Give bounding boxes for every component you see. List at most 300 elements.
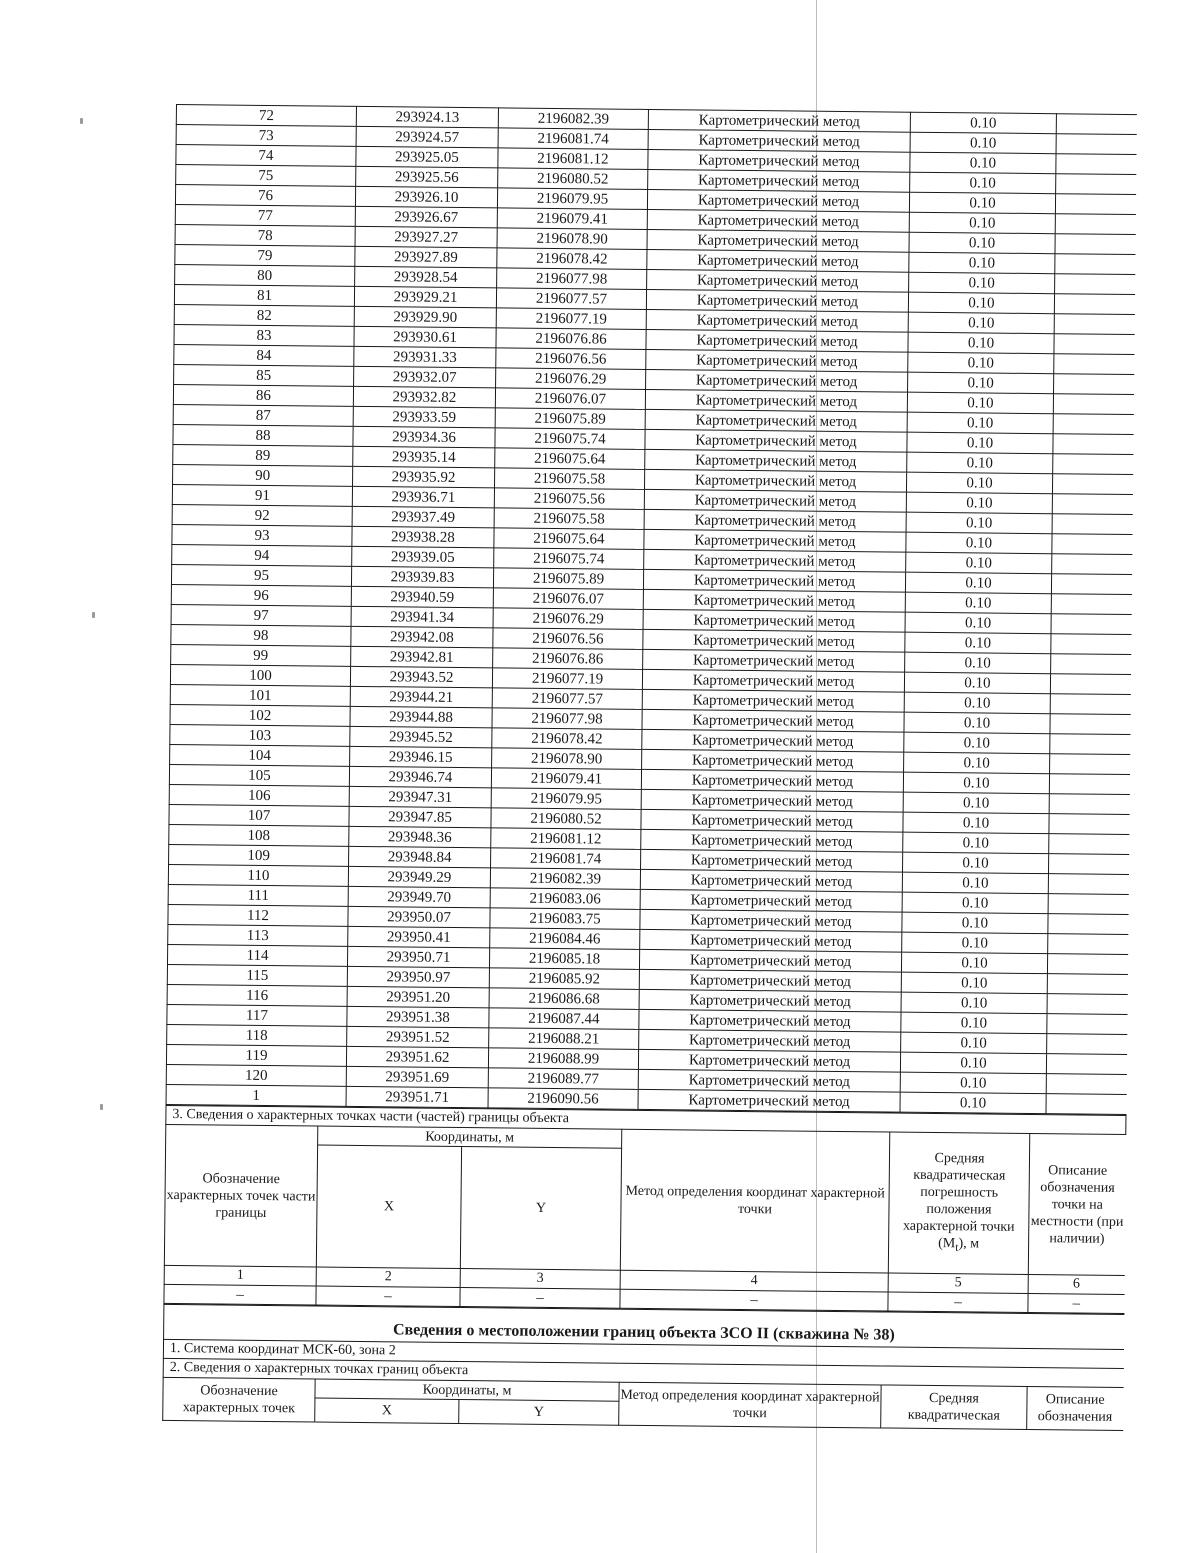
accuracy-cell: 0.10 — [905, 572, 1051, 594]
description-cell — [1050, 674, 1130, 695]
y-coordinate-cell: 2196075.89 — [495, 408, 645, 430]
method-cell: Картометрический метод — [640, 909, 902, 932]
accuracy-cell: 0.10 — [905, 652, 1051, 674]
coords-header: Координаты, м — [315, 1379, 619, 1401]
y-coordinate-cell: 2196079.95 — [491, 788, 641, 810]
y-coordinate-cell: 2196076.07 — [493, 588, 643, 610]
description-cell — [1052, 554, 1132, 575]
point-number-cell: 105 — [169, 764, 349, 786]
accuracy-cell: 0.10 — [903, 792, 1049, 814]
designation-header: Обозначение характерных точек части границы — [164, 1124, 317, 1267]
accuracy-cell: 0.10 — [902, 912, 1048, 934]
accuracy-cell: 0.10 — [904, 732, 1050, 754]
y-coordinate-cell: 2196076.29 — [496, 368, 646, 390]
x-coordinate-cell: 293951.62 — [346, 1046, 488, 1067]
accuracy-cell: 0.10 — [900, 1052, 1046, 1074]
y-coordinate-cell: 2196078.90 — [492, 748, 642, 770]
x-coordinate-cell: 293928.54 — [355, 266, 497, 287]
description-cell — [1047, 994, 1127, 1015]
point-number-cell: 107 — [169, 804, 349, 826]
coords-header: Координаты, м — [318, 1126, 622, 1148]
designation-header: Обозначение характерных точек — [163, 1377, 315, 1422]
y-coordinate-cell: 2196075.58 — [494, 468, 644, 490]
dash-cell: – — [316, 1286, 460, 1307]
description-cell — [1054, 374, 1134, 395]
method-cell: Картометрический метод — [642, 669, 904, 692]
description-cell — [1047, 1034, 1127, 1055]
method-cell: Картометрический метод — [647, 269, 909, 292]
document-sheet — [162, 104, 1136, 1431]
description-cell — [1049, 834, 1129, 855]
description-cell — [1050, 754, 1130, 775]
method-cell: Картометрический метод — [638, 1049, 900, 1072]
section3-title: 3. Сведения о характерных точках части (частей) границы объекта — [166, 1105, 1126, 1134]
method-cell: Картометрический метод — [640, 929, 902, 952]
point-number-cell: 117 — [167, 1004, 347, 1026]
point-number-cell: 82 — [174, 304, 354, 326]
y-coordinate-cell: 2196082.39 — [498, 108, 648, 130]
method-cell: Картометрический метод — [647, 229, 909, 252]
accuracy-cell: 0.10 — [907, 392, 1053, 414]
description-cell — [1049, 794, 1129, 815]
y-coordinate-cell: 2196081.74 — [498, 128, 648, 150]
description-cell — [1049, 814, 1129, 835]
y-coordinate-cell: 2196090.56 — [488, 1088, 638, 1110]
point-number-cell: 84 — [174, 344, 354, 366]
description-cell — [1056, 134, 1136, 155]
method-cell: Картометрический метод — [644, 549, 906, 572]
x-coordinate-cell: 293926.67 — [355, 206, 497, 227]
y-coordinate-cell: 2196077.57 — [496, 288, 646, 310]
point-number-cell: 92 — [172, 504, 352, 526]
x-coordinate-cell: 293927.89 — [355, 246, 497, 267]
y-coordinate-cell: 2196076.86 — [493, 648, 643, 670]
accuracy-cell: 0.10 — [905, 612, 1051, 634]
method-cell: Картометрический метод — [642, 709, 904, 732]
method-cell: Картометрический метод — [646, 369, 908, 392]
point-number-cell: 87 — [173, 404, 353, 426]
method-cell: Картометрический метод — [643, 609, 905, 632]
method-cell: Картометрический метод — [647, 189, 909, 212]
method-cell: Картометрический метод — [643, 569, 905, 592]
point-number-cell: 113 — [168, 924, 348, 946]
y-coordinate-cell: 2196075.64 — [494, 528, 644, 550]
method-cell: Картометрический метод — [648, 149, 910, 172]
accuracy-cell: 0.10 — [906, 552, 1052, 574]
x-coordinate-cell: 293951.52 — [347, 1026, 489, 1047]
x-coordinate-cell: 293936.71 — [352, 486, 494, 507]
accuracy-cell: 0.10 — [901, 972, 1047, 994]
column-index: 6 — [1028, 1274, 1124, 1294]
x-coordinate-cell: 293934.36 — [353, 426, 495, 447]
point-number-cell: 114 — [167, 944, 347, 966]
x-coordinate-cell: 293925.05 — [356, 146, 498, 167]
method-cell: Картометрический метод — [642, 729, 904, 752]
y-coordinate-cell: 2196077.57 — [492, 688, 642, 710]
point-number-cell: 112 — [168, 904, 348, 926]
dash-cell: – — [620, 1289, 888, 1311]
point-number-cell: 100 — [170, 664, 350, 686]
x-coordinate-cell: 293932.82 — [353, 386, 495, 407]
description-cell — [1047, 974, 1127, 995]
y-coordinate-cell: 2196081.12 — [491, 828, 641, 850]
accuracy-cell: 0.10 — [906, 532, 1052, 554]
method-header: Метод определения координат характерной точки — [619, 1382, 881, 1428]
x-coordinate-cell: 293935.92 — [353, 466, 495, 487]
accuracy-cell: 0.10 — [910, 112, 1056, 134]
x-coordinate-cell: 293942.81 — [351, 646, 493, 667]
method-cell: Картометрический метод — [645, 389, 907, 412]
description-cell — [1048, 934, 1128, 955]
y-coordinate-cell: 2196081.74 — [491, 848, 641, 870]
x-coordinate-cell: 293947.85 — [349, 806, 491, 827]
point-number-cell: 78 — [175, 224, 355, 246]
method-cell: Картометрический метод — [646, 309, 908, 332]
method-cell: Картометрический метод — [645, 449, 907, 472]
description-cell — [1046, 1094, 1126, 1115]
description-cell — [1050, 694, 1130, 715]
x-coordinate-cell: 293946.74 — [349, 766, 491, 787]
x-coordinate-cell: 293942.08 — [351, 626, 493, 647]
section3-table — [163, 1105, 1126, 1314]
point-number-cell: 77 — [175, 204, 355, 226]
method-cell: Картометрический метод — [639, 1009, 901, 1032]
point-number-cell: 95 — [171, 564, 351, 586]
x-coordinate-cell: 293927.27 — [355, 226, 497, 247]
description-cell — [1048, 854, 1128, 875]
accuracy-cell: 0.10 — [904, 752, 1050, 774]
point-number-cell: 72 — [176, 105, 356, 127]
y-coordinate-cell: 2196088.21 — [489, 1028, 639, 1050]
description-cell — [1050, 734, 1130, 755]
dash-cell: – — [164, 1284, 316, 1305]
point-number-cell: 74 — [176, 145, 356, 167]
y-coordinate-cell: 2196076.86 — [496, 328, 646, 350]
description-cell — [1046, 1074, 1126, 1095]
accuracy-cell: 0.10 — [909, 232, 1055, 254]
description-cell — [1051, 614, 1131, 635]
accuracy-cell: 0.10 — [904, 672, 1050, 694]
x-coordinate-cell: 293951.38 — [347, 1006, 489, 1027]
x-coordinate-cell: 293951.71 — [346, 1086, 488, 1107]
point-number-cell: 73 — [176, 125, 356, 147]
object2-points-title: 2. Сведения о характерных точках границ объекта — [163, 1358, 1123, 1387]
method-cell: Картометрический метод — [645, 409, 907, 432]
accuracy-header: Средняя квадратическая погрешность положения характерной точки $(M_t)$, м — [888, 1132, 1029, 1274]
description-cell — [1053, 394, 1133, 415]
description-cell — [1052, 474, 1132, 495]
accuracy-cell: 0.10 — [908, 332, 1054, 354]
y-coordinate-cell: 2196081.12 — [498, 148, 648, 170]
accuracy-cell: 0.10 — [909, 192, 1055, 214]
accuracy-cell: 0.10 — [909, 252, 1055, 274]
point-number-cell: 116 — [167, 984, 347, 1006]
x-coordinate-cell: 293940.59 — [351, 586, 493, 607]
column-index: 5 — [888, 1273, 1028, 1293]
point-number-cell: 94 — [172, 544, 352, 566]
accuracy-cell: 0.10 — [902, 932, 1048, 954]
description-header: Описание обозначения — [1027, 1386, 1123, 1430]
method-cell: Картометрический метод — [639, 969, 901, 992]
point-number-cell: 97 — [171, 604, 351, 626]
description-cell — [1053, 454, 1133, 475]
y-coordinate-cell: 2196076.56 — [496, 348, 646, 370]
description-cell — [1051, 654, 1131, 675]
y-coordinate-cell: 2196077.19 — [492, 668, 642, 690]
method-cell: Картометрический метод — [641, 789, 903, 812]
y-coordinate-cell: 2196077.98 — [492, 708, 642, 730]
method-cell: Картометрический метод — [639, 1029, 901, 1052]
accuracy-cell: 0.10 — [901, 1032, 1047, 1054]
y-coordinate-cell: 2196077.19 — [496, 308, 646, 330]
y-header: Y — [460, 1147, 621, 1271]
dash-cell: – — [1028, 1293, 1124, 1313]
y-coordinate-cell: 2196083.75 — [490, 908, 640, 930]
x-coordinate-cell: 293935.14 — [353, 446, 495, 467]
y-coordinate-cell: 2196086.68 — [489, 988, 639, 1010]
description-cell — [1052, 514, 1132, 535]
accuracy-cell: 0.10 — [903, 772, 1049, 794]
point-number-cell: 96 — [171, 584, 351, 606]
dash-cell: – — [888, 1292, 1028, 1312]
description-cell — [1056, 174, 1136, 195]
method-cell: Картометрический метод — [642, 689, 904, 712]
point-number-cell: 99 — [171, 644, 351, 666]
object2-title: Сведения о местоположении границ объекта ЗСО II (скважина № 38) — [164, 1304, 1124, 1349]
y-coordinate-cell: 2196080.52 — [491, 808, 641, 830]
method-cell: Картометрический метод — [647, 249, 909, 272]
point-number-cell: 83 — [174, 324, 354, 346]
column-index: 2 — [316, 1267, 460, 1288]
method-cell: Картометрический метод — [641, 769, 903, 792]
y-coordinate-cell: 2196077.98 — [497, 268, 647, 290]
y-coordinate-cell: 2196083.06 — [490, 888, 640, 910]
point-number-cell: 115 — [167, 964, 347, 986]
description-cell — [1048, 874, 1128, 895]
accuracy-cell: 0.10 — [908, 312, 1054, 334]
x-coordinate-cell: 293926.10 — [355, 186, 497, 207]
point-number-cell: 106 — [169, 784, 349, 806]
point-number-cell: 91 — [172, 484, 352, 506]
method-cell: Картометрический метод — [643, 649, 905, 672]
description-cell — [1051, 574, 1131, 595]
y-coordinate-cell: 2196087.44 — [489, 1008, 639, 1030]
method-cell: Картометрический метод — [639, 989, 901, 1012]
accuracy-cell: 0.10 — [909, 272, 1055, 294]
method-cell: Картометрический метод — [644, 529, 906, 552]
x-coordinate-cell: 293931.33 — [354, 346, 496, 367]
description-cell — [1056, 114, 1136, 135]
accuracy-cell: 0.10 — [910, 132, 1056, 154]
point-number-cell: 108 — [169, 824, 349, 846]
accuracy-cell: 0.10 — [906, 472, 1052, 494]
method-cell: Картометрический метод — [641, 809, 903, 832]
object2-table — [162, 1304, 1124, 1431]
accuracy-cell: 0.10 — [910, 152, 1056, 174]
points-table — [166, 104, 1137, 1115]
x-coordinate-cell: 293946.15 — [350, 746, 492, 767]
method-header: Метод определения координат характерной точки — [620, 1129, 889, 1273]
x-header: X — [315, 1398, 459, 1424]
y-coordinate-cell: 2196085.18 — [489, 948, 639, 970]
y-coordinate-cell: 2196088.99 — [488, 1048, 638, 1070]
x-coordinate-cell: 293939.83 — [351, 566, 493, 587]
point-number-cell: 79 — [175, 244, 355, 266]
x-coordinate-cell: 293949.29 — [348, 866, 490, 887]
x-coordinate-cell: 293943.52 — [350, 666, 492, 687]
point-number-cell: 76 — [175, 185, 355, 207]
point-number-cell: 1 — [166, 1084, 346, 1106]
x-coordinate-cell: 293938.28 — [352, 526, 494, 547]
y-header: Y — [459, 1400, 619, 1426]
y-coordinate-cell: 2196089.77 — [488, 1068, 638, 1090]
dash-cell: – — [460, 1288, 620, 1309]
accuracy-cell: 0.10 — [900, 1072, 1046, 1094]
accuracy-cell: 0.10 — [901, 1012, 1047, 1034]
description-cell — [1053, 434, 1133, 455]
y-coordinate-cell: 2196075.74 — [495, 428, 645, 450]
y-coordinate-cell: 2196078.42 — [497, 248, 647, 270]
description-cell — [1054, 334, 1134, 355]
method-cell: Картометрический метод — [640, 869, 902, 892]
point-number-cell: 118 — [167, 1024, 347, 1046]
point-number-cell: 75 — [176, 165, 356, 187]
description-cell — [1055, 194, 1135, 215]
x-coordinate-cell: 293924.13 — [356, 106, 498, 127]
accuracy-cell: 0.10 — [907, 452, 1053, 474]
x-coordinate-cell: 293924.57 — [356, 126, 498, 147]
x-header: X — [316, 1145, 461, 1269]
accuracy-cell: 0.10 — [903, 812, 1049, 834]
accuracy-cell: 0.10 — [906, 492, 1052, 514]
y-coordinate-cell: 2196079.95 — [497, 188, 647, 210]
x-coordinate-cell: 293929.90 — [354, 306, 496, 327]
method-cell: Картометрический метод — [639, 949, 901, 972]
method-cell: Картометрический метод — [647, 209, 909, 232]
method-cell: Картометрический метод — [644, 469, 906, 492]
method-cell: Картометрический метод — [644, 509, 906, 532]
accuracy-cell: 0.10 — [902, 852, 1048, 874]
x-coordinate-cell: 293945.52 — [350, 726, 492, 747]
x-coordinate-cell: 293930.61 — [354, 326, 496, 347]
method-cell: Картометрический метод — [648, 169, 910, 192]
accuracy-cell: 0.10 — [903, 832, 1049, 854]
point-number-cell: 86 — [173, 384, 353, 406]
point-number-cell: 109 — [169, 844, 349, 866]
x-coordinate-cell: 293950.41 — [348, 926, 490, 947]
description-cell — [1055, 274, 1135, 295]
point-number-cell: 81 — [174, 284, 354, 306]
description-cell — [1047, 1014, 1127, 1035]
accuracy-cell: 0.10 — [907, 412, 1053, 434]
accuracy-cell: 0.10 — [908, 372, 1054, 394]
description-cell — [1054, 354, 1134, 375]
y-coordinate-cell: 2196075.74 — [494, 548, 644, 570]
description-cell — [1050, 714, 1130, 735]
method-cell: Картометрический метод — [643, 629, 905, 652]
accuracy-cell: 0.10 — [901, 952, 1047, 974]
y-coordinate-cell: 2196075.58 — [494, 508, 644, 530]
accuracy-cell: 0.10 — [910, 172, 1056, 194]
y-coordinate-cell: 2196079.41 — [491, 768, 641, 790]
description-cell — [1055, 214, 1135, 235]
description-header: Описание обозначения точки на местности (при наличии) — [1028, 1133, 1126, 1275]
scan-speck — [80, 118, 83, 124]
point-number-cell: 120 — [166, 1064, 346, 1086]
description-cell — [1054, 314, 1134, 335]
description-cell — [1054, 294, 1134, 315]
description-cell — [1052, 534, 1132, 555]
point-number-cell: 110 — [168, 864, 348, 886]
x-coordinate-cell: 293948.84 — [349, 846, 491, 867]
y-coordinate-cell: 2196085.92 — [489, 968, 639, 990]
x-coordinate-cell: 293944.88 — [350, 706, 492, 727]
accuracy-cell: 0.10 — [905, 632, 1051, 654]
y-coordinate-cell: 2196076.56 — [493, 628, 643, 650]
accuracy-cell: 0.10 — [900, 1092, 1046, 1114]
y-coordinate-cell: 2196078.90 — [497, 228, 647, 250]
accuracy-cell: 0.10 — [904, 712, 1050, 734]
method-cell: Картометрический метод — [641, 829, 903, 852]
x-coordinate-cell: 293951.69 — [346, 1066, 488, 1087]
method-cell: Картометрический метод — [640, 889, 902, 912]
accuracy-cell: 0.10 — [906, 512, 1052, 534]
y-coordinate-cell: 2196082.39 — [490, 868, 640, 890]
point-number-cell: 90 — [173, 464, 353, 486]
method-cell: Картометрический метод — [646, 349, 908, 372]
accuracy-cell: 0.10 — [902, 872, 1048, 894]
scan-speck — [92, 612, 95, 618]
method-cell: Картометрический метод — [641, 849, 903, 872]
method-cell: Картометрический метод — [638, 1069, 900, 1092]
y-coordinate-cell: 2196076.07 — [495, 388, 645, 410]
accuracy-cell: 0.10 — [902, 892, 1048, 914]
column-index: 4 — [620, 1270, 888, 1292]
accuracy-cell: 0.10 — [904, 692, 1050, 714]
accuracy-cell: 0.10 — [901, 992, 1047, 1014]
point-number-cell: 89 — [173, 444, 353, 466]
x-coordinate-cell: 293950.71 — [347, 946, 489, 967]
description-cell — [1046, 1054, 1126, 1075]
x-coordinate-cell: 293937.49 — [352, 506, 494, 527]
x-coordinate-cell: 293950.07 — [348, 906, 490, 927]
point-number-cell: 93 — [172, 524, 352, 546]
method-cell: Картометрический метод — [645, 429, 907, 452]
point-number-cell: 85 — [174, 364, 354, 386]
accuracy-header: Средняя квадратическая — [881, 1385, 1027, 1430]
x-coordinate-cell: 293929.21 — [354, 286, 496, 307]
description-cell — [1056, 154, 1136, 175]
accuracy-cell: 0.10 — [909, 212, 1055, 234]
points-table-body — [166, 105, 1136, 1115]
accuracy-cell: 0.10 — [907, 432, 1053, 454]
x-coordinate-cell: 293939.05 — [352, 546, 494, 567]
y-coordinate-cell: 2196075.89 — [493, 568, 643, 590]
x-coordinate-cell: 293932.07 — [354, 366, 496, 387]
description-cell — [1051, 594, 1131, 615]
accuracy-cell: 0.10 — [905, 592, 1051, 614]
y-coordinate-cell: 2196075.56 — [494, 488, 644, 510]
method-cell: Картометрический метод — [642, 749, 904, 772]
description-cell — [1048, 914, 1128, 935]
description-cell — [1051, 634, 1131, 655]
description-cell — [1055, 234, 1135, 255]
column-index: 1 — [164, 1265, 316, 1286]
description-cell — [1048, 894, 1128, 915]
method-cell: Картометрический метод — [646, 329, 908, 352]
point-number-cell: 103 — [170, 724, 350, 746]
point-number-cell: 104 — [170, 744, 350, 766]
